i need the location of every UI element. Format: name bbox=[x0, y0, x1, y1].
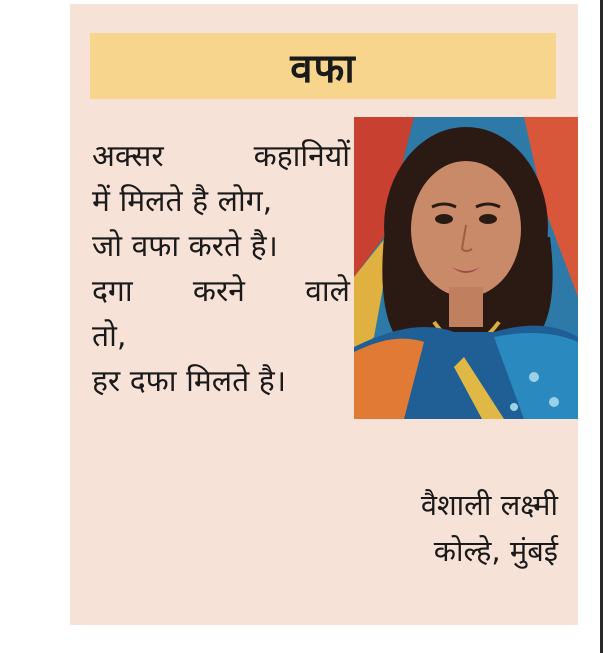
author-credit bbox=[421, 482, 558, 574]
poem-line-2: में मिलते है लोग, bbox=[92, 184, 273, 219]
poem-card bbox=[70, 4, 578, 625]
poem-line-5: तो, bbox=[92, 319, 127, 354]
author-location: कोल्हे, मुंबई bbox=[433, 534, 558, 568]
poem-line-4 bbox=[92, 269, 350, 314]
poem-word: कहानियों bbox=[253, 139, 350, 174]
title-bar bbox=[90, 33, 556, 99]
author-name: वैशाली लक्ष्मी bbox=[420, 488, 558, 522]
column-divider-rule bbox=[600, 0, 603, 653]
author-photo bbox=[354, 117, 578, 419]
poem-word: वाले bbox=[305, 274, 350, 309]
poem-line-1 bbox=[92, 134, 350, 179]
poem-body bbox=[92, 134, 362, 404]
poem-word: अक्सर bbox=[92, 139, 164, 174]
author-portrait-illustration bbox=[354, 117, 578, 419]
poem-title: वफा bbox=[290, 45, 356, 92]
poem-word: दगा bbox=[92, 274, 133, 309]
poem-line-6: हर दफा मिलते है। bbox=[92, 364, 287, 399]
poem-line-3: जो वफा करते है। bbox=[92, 229, 278, 264]
poem-word: करने bbox=[192, 274, 245, 309]
